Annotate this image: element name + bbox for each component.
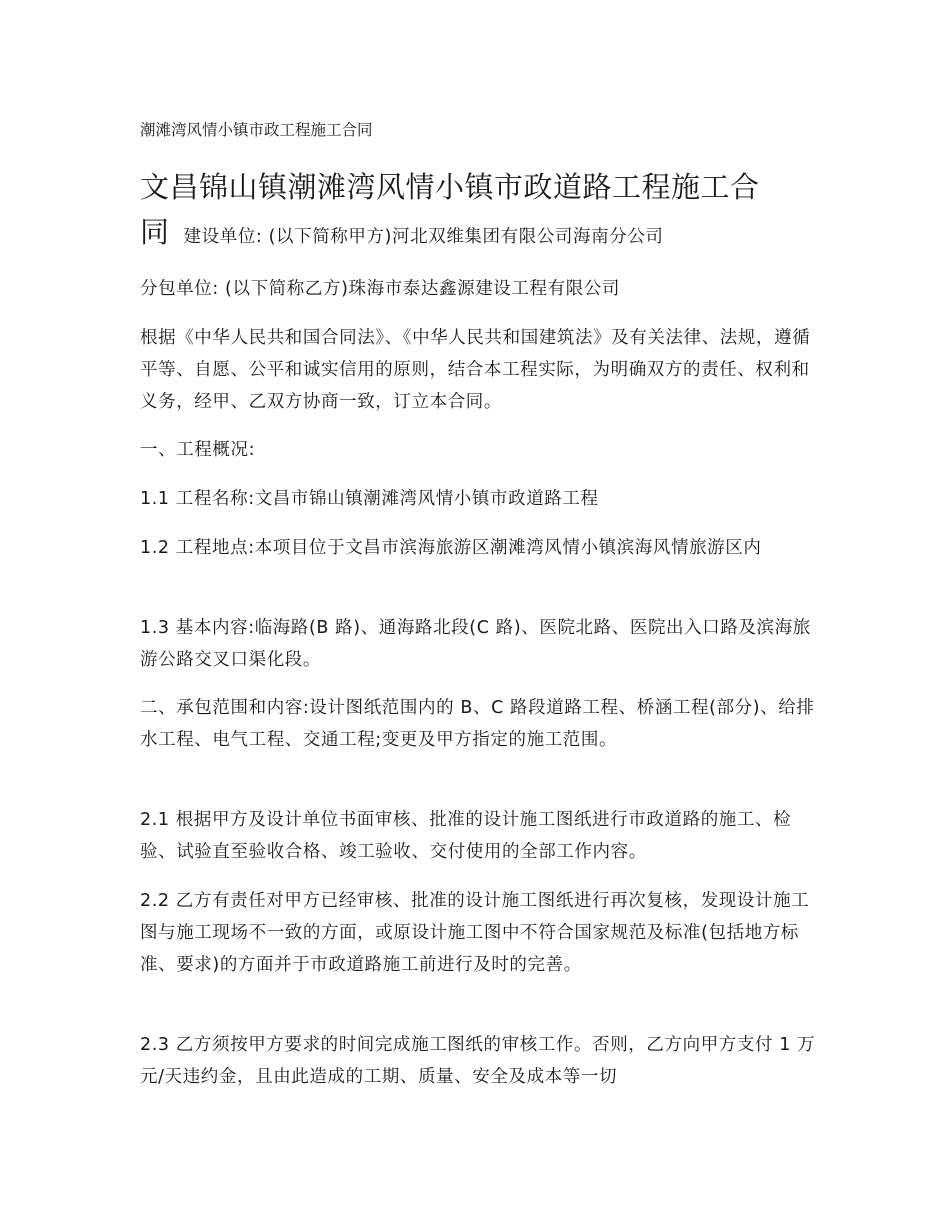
section-heading: 一、工程概况: <box>140 440 256 460</box>
clause-paragraph: 2.2 乙方有责任对甲方已经审核、批准的设计施工图纸进行再次复核，发现设计施工图与施工现场不一致的方面，或原设计施工图中不符合国家规范及标准(包括地方标准、要求)的方面并于市政道路施工前进行及时的完善。 <box>140 891 810 975</box>
title-continuation-line <box>140 212 820 252</box>
title-block <box>140 167 820 252</box>
clause-paragraph: 2.3 乙方须按甲方要求的时间完成施工图纸的审核工作。否则，乙方向甲方支付 1 万元/天违约金，且由此造成的工期、质量、安全及成本等一切 <box>140 1035 816 1087</box>
document-title: 文昌锦山镇潮滩湾风情小镇市政道路工程施工合 <box>140 170 760 204</box>
document-title-tail: 同 <box>140 215 170 249</box>
running-header: 潮滩湾风情小镇市政工程施工合同 <box>140 121 373 139</box>
subcontractor-party: 分包单位: (以下简称乙方)珠海市泰达鑫源建设工程有限公司 <box>140 279 621 299</box>
section-heading: 二、承包范围和内容:设计图纸范围内的 B、C 路段道路工程、桥涵工程(部分)、给排水工程、电气工程、交通工程;变更及甲方指定的施工范围。 <box>140 698 815 750</box>
clause-paragraph: 1.1 工程名称:文昌市锦山镇潮滩湾风情小镇市政道路工程 <box>140 489 599 509</box>
clause-paragraph: 2.1 根据甲方及设计单位书面审核、批准的设计施工图纸进行市政道路的施工、检验、试验直至验收合格、竣工验收、交付使用的全部工作内容。 <box>140 810 792 862</box>
clause-paragraph: 1.2 工程地点:本项目位于文昌市滨海旅游区潮滩湾风情小镇滨海风情旅游区内 <box>140 538 762 558</box>
builder-party: 建设单位: (以下简称甲方)河北双维集团有限公司海南分公司 <box>183 227 664 247</box>
clause-paragraph: 1.3 基本内容:临海路(B 路)、通海路北段(C 路)、医院北路、医院出入口路及滨海旅游公路交叉口渠化段。 <box>140 618 811 670</box>
preamble-paragraph: 根据《中华人民共和国合同法》、《中华人民共和国建筑法》及有关法律、法规，遵循平等、自愿、公平和诚实信用的原则，结合本工程实际，为明确双方的责任、权利和义务，经甲、乙双方协商一致，订立本合同。 <box>140 328 811 412</box>
